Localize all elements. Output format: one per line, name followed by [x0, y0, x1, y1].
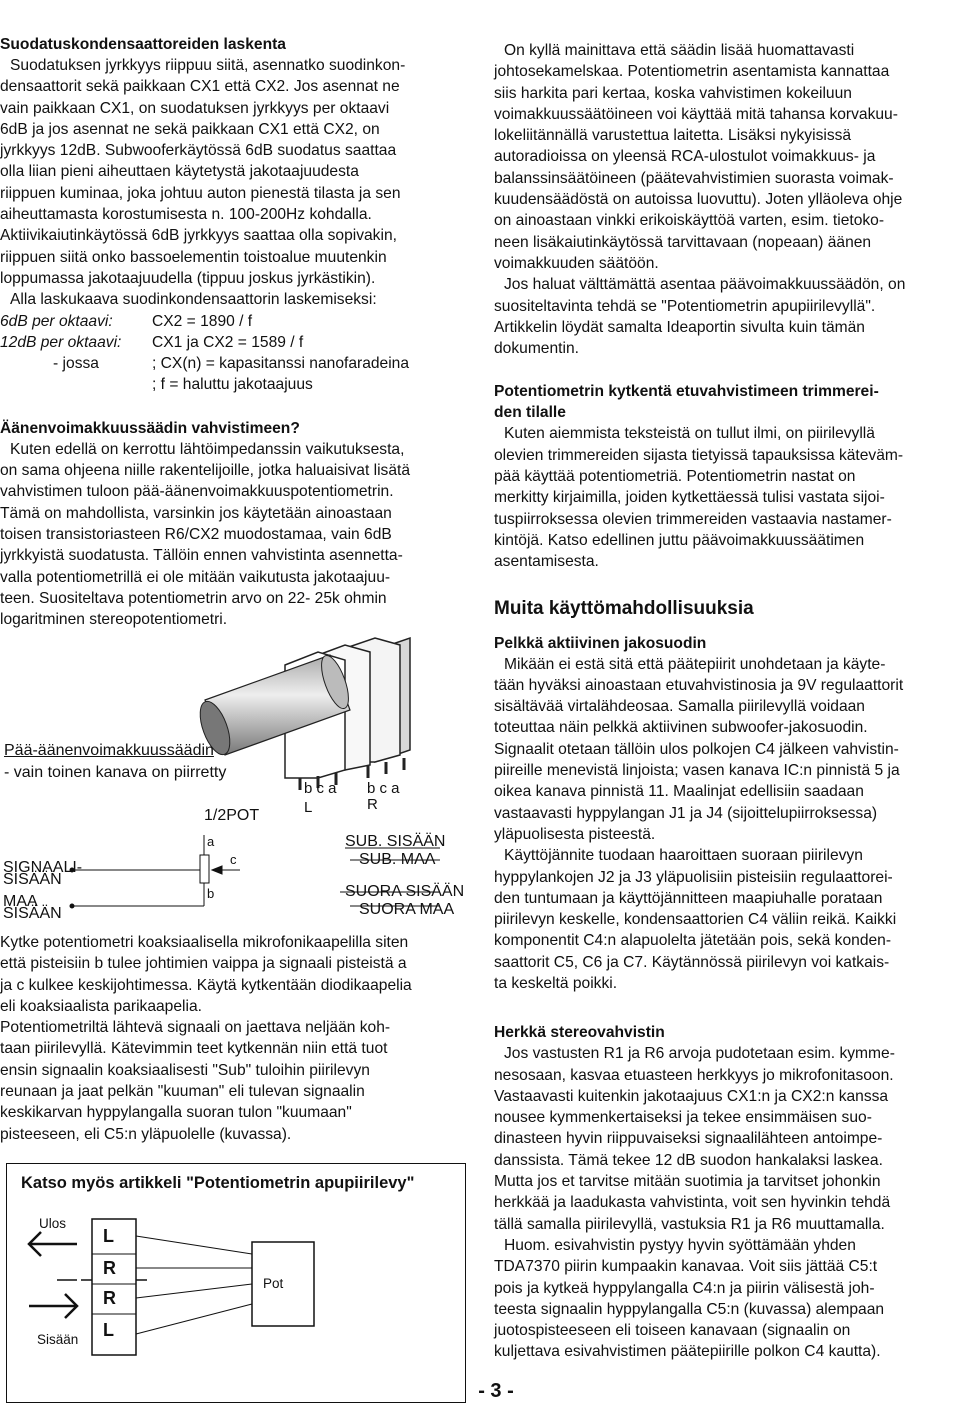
ground-in-line2: SISÄÄN — [3, 905, 62, 922]
channel-label: L — [103, 1226, 114, 1246]
right-pot-pins-label: b c a — [367, 780, 400, 797]
text-line: saattorit C5, C6 ja C7. Käytännössä piirilevyn voi katkais- — [494, 953, 890, 971]
signal-in-label — [3, 859, 83, 888]
paragraph-wiring-mess — [494, 40, 956, 274]
see-also-title: Katso myös artikkeli "Potentiometrin apupiirilevy" — [21, 1174, 415, 1192]
text-line: Artikkelin löydät samalta Ideaportin sivulta kuin tämän — [494, 318, 865, 336]
text-line: TDA7370 piirin kumpaakin kanavaa. Voit siis jättää C5:t — [494, 1258, 878, 1276]
text-line: voimakkuuden säätöön. — [494, 254, 659, 272]
text-line: keskikarvan hyppylangalla suoran tulon "kuumaan" — [0, 1104, 352, 1122]
heading-line: Potentiometrin kytkentä etuvahvistimeen trimmerei- — [494, 383, 879, 401]
text-line: pää käyttää potentiometriä. Potentiometrin nastat on — [494, 468, 856, 486]
text-line: pisteeseen, eli C5:n yläpuolelle (kuvassa). — [0, 1125, 292, 1143]
text-line: lokeliitännällä varustettua laitetta. Lisäksi nykyisissä — [494, 127, 852, 145]
text-line: ja c kulkee keskijohtimessa. Käytä kytkentään diodikaapelia — [0, 976, 412, 994]
paragraph-sensitive-stereo — [494, 1043, 956, 1235]
paragraph-wiring — [0, 932, 466, 1145]
text-line: oikea kanava pinnistä 11. Maalinjat edellisiin saadaan — [494, 783, 864, 801]
text-line: riippuen kuminaa, joka johtuu auton pienestä tilasta ja sen — [0, 184, 401, 202]
pot-half-label: 1/2POT — [204, 807, 260, 824]
text-line: 6dB ja jos asennat ne sekä paikkaan CX1 että CX2, on — [0, 120, 380, 138]
text-line: eli koaksiaalista parikaapelia. — [0, 997, 202, 1015]
text-line: Mikään ei estä sitä että päätepiirit unohdetaan ja käyte- — [504, 655, 886, 673]
text-line: johtosekamelskaa. Potentiometrin asentamista kannattaa — [494, 63, 890, 81]
paragraph-aux-board — [494, 274, 956, 359]
channel-label: R — [103, 1288, 116, 1308]
signal-in-line1: SIGNAALI- — [3, 859, 83, 876]
text-line: jyrkkyys 12dB. Subwooferkäytössä 6dB suodatus saattaa — [0, 142, 397, 160]
left-pot-pins-label: b c a — [304, 780, 337, 797]
in-label: Sisään — [37, 1332, 79, 1347]
heading-other-uses: Muita käyttömahdollisuuksia — [494, 597, 754, 619]
heading-line: den tilalle — [494, 404, 566, 422]
direct-in-label: SUORA SISÄÄN — [345, 883, 465, 900]
text-line: sisältävää virtalähdeosaa. Samalla piirilevyllä voidaan — [494, 698, 865, 716]
text-line: asentamisesta. — [494, 553, 599, 571]
right-channel-label: R — [367, 796, 378, 813]
potentiometer-illustration — [194, 638, 410, 790]
paragraph-note-tda — [494, 1235, 956, 1363]
paragraph-formula-intro: Alla laskukaava suodinkondensaattorin laskemiseksi: — [10, 291, 377, 309]
heading-sensitive-stereo: Herkkä stereovahvistin — [494, 1024, 665, 1042]
text-line: ensin signaalin koaksiaalisesti "Sub" tuloihin piirilevyn — [0, 1061, 370, 1079]
text-line: Vastaavasti kuitenkin jakotaajuus CX1:n ja CX2:n kanssa — [494, 1087, 889, 1105]
text-line: reunaan ja jaat pelkän "kuuman" eli tulevan signaalin — [0, 1083, 365, 1101]
paragraph-active-crossover — [494, 654, 956, 846]
text-line: taan piirilevyllä. Kätevimmin teet kytkennän niin että tuot — [0, 1040, 388, 1058]
heading-active-crossover: Pelkkä aktiivinen jakosuodin — [494, 634, 707, 652]
text-line: komponentit C4:n alapuolelta jätetään pois, sekä konden- — [494, 932, 892, 950]
right-column — [494, 40, 956, 1363]
text-line: pois ja kytkeä hyppylangalla C4:n ja piirin välisestä joh- — [494, 1279, 875, 1297]
text-line: Potentiometriltä lähtevä signaali on jaettava neljään koh- — [0, 1019, 391, 1037]
text-line: Kytke potentiometri koaksiaalisella mikrofonikaapelilla siten — [0, 934, 409, 951]
formula-value: CX1 ja CX2 = 1589 / f — [152, 333, 304, 351]
text-line: Mutta jos et tarvitse mitään suotimia ja tarvitset johonkin — [494, 1173, 881, 1191]
text-line: Jos haluat välttämättä asentaa päävoimakkuussäädön, on — [504, 276, 906, 294]
channel-label: R — [103, 1258, 116, 1278]
text-line: suositeltavinta tehdä se "Potentiometrin apupiirilevyllä". — [494, 297, 876, 315]
channel-label: L — [103, 1320, 114, 1340]
text-line: loppumassa jakotaajuudella (tippuu joskus jyrkästikin). — [0, 269, 376, 287]
text-line: jyrkkyistä suodatusta. Tällöin ennen vahvistinta asennetta- — [0, 547, 403, 565]
text-line: Tämä on mahdollista, varsinkin jos käytetään ainoastaan — [0, 504, 392, 522]
text-line: dinasteen hyvin riippuvaiseksi signaalilähteen antoimpe- — [494, 1130, 883, 1148]
text-line: voimakkuussäätöineen voi käyttää mitä tahansa korvakuu- — [494, 105, 898, 123]
sub-ground-label: SUB. MAA — [359, 851, 436, 868]
page-number: - 3 - — [478, 1380, 514, 1402]
text-line: valla potentiometrillä ei ole mitään vaikutusta jakotaajuu- — [0, 568, 391, 586]
formula-label: 6dB per oktaavi: — [0, 312, 113, 330]
text-line: olla liian pieni aiheuttaen käytetystä jakotaajuudesta — [0, 163, 359, 181]
text-line: merkitty kirjaimilla, joiden kytkettäessä tulisi vastata sijoi- — [494, 489, 885, 507]
formula-label: 12dB per oktaavi: — [0, 333, 122, 351]
pot-board-sketch — [7, 1164, 465, 1402]
text-line: vastaavasti hyppylangan J1 ja J4 (sijoittelupiirroksessa) — [494, 804, 878, 822]
text-line: teen. Suositeltava potentiometrin arvo on 22- 25k ohmin — [0, 589, 387, 607]
text-line: tällä samalla piirilevyllä, vastuksia R1 ja R6 muuttamalla. — [494, 1215, 885, 1233]
text-line: että pisteisiin b tulee johtimien vaippa ja signaali pisteistä a — [0, 955, 407, 973]
text-line: aiheuttamasta korostumisesta n. 100-200Hz kohdalla. — [0, 206, 372, 224]
text-line: nesosaan, kasvaa etuasteen herkkyys jo mikrofonitasoon. — [494, 1066, 894, 1084]
pin-b-label: b — [207, 886, 215, 901]
heading-pot-connection — [494, 381, 956, 423]
left-channel-label: L — [304, 799, 313, 816]
text-line: vain paikkaan CX1, on suodatuksen jyrkkyys per oktaavi — [0, 99, 390, 117]
ground-in-line1: MAA — [3, 893, 38, 910]
formula-note: - jossa — [53, 355, 99, 373]
see-also-box — [6, 1163, 466, 1403]
text-line: Signaalit otetaan tällöin ulos polkojen C4 jälkeen vahvistin- — [494, 740, 899, 758]
text-line: hyppylankojen J2 ja J3 yläpuolisiin pisteisiin regulaattorei- — [494, 868, 893, 886]
text-line: tuspiirroksessa olevien trimmereiden vastaavia nastamer- — [494, 510, 892, 528]
direct-ground-label: SUORA MAA — [359, 901, 455, 918]
text-line: kuudensäädöstä on autoissa luovuttu). Joten ylläoleva ohje — [494, 191, 903, 209]
heading-capacitor-calc: Suodatuskondensaattoreiden laskenta — [0, 36, 286, 53]
text-line: nousee kymmenkertaiseksi ja tekee ensimmäisen suo- — [494, 1109, 872, 1127]
text-line: logaritminen stereopotentiometri. — [0, 611, 228, 629]
text-line: herkkää ja laadukasta vahvistinta, voit sen hyvinkin tehdä — [494, 1194, 891, 1212]
text-line: kintöjä. Katso edellinen juttu päävoimakkuussäätimen — [494, 531, 865, 549]
text-line: piireille menevistä linjoista; vasen kanava IC:n pinnistä 5 ja — [494, 762, 900, 780]
heading-volume-control: Äänenvoimakkuussäädin vahvistimeen? — [0, 419, 300, 437]
diagram-caption-title: Pää-äänenvoimakkuussäädin — [4, 742, 214, 759]
pin-a-label: a — [207, 834, 215, 849]
text-line: siis harkita pari kertaa, koska vahvistimen kokeiluun — [494, 84, 852, 102]
pot-label: Pot — [263, 1276, 284, 1291]
text-line: neen lisäkaiutinkäytössä tarvittavaan (nopeaan) äänen — [494, 233, 872, 251]
text-line: densaattorit sekä paikkaan CX1 että CX2. Jos asennat ne — [0, 78, 400, 96]
text-line: juotospisteeseen eli toiseen kanavaan (signaalin on — [494, 1322, 851, 1340]
paragraph-filter-slope — [0, 55, 466, 289]
text-line: Kuten edellä on kerrottu lähtöimpedanssin vaikutuksesta, — [10, 440, 405, 458]
left-column — [0, 34, 466, 630]
formula-value: ; f = haluttu jakotaajuus — [152, 376, 313, 394]
text-line: autoradioissa on yleensä RCA-ulostulot voimakkuus- ja — [494, 148, 876, 166]
text-line: On kyllä mainittava että säädin lisää huomattavasti — [504, 42, 855, 59]
text-line: dokumentin. — [494, 340, 579, 358]
text-line: Huom. esivahvistin pystyy hyvin syöttämään yhden — [504, 1236, 856, 1254]
formula-value: CX2 = 1890 / f — [152, 312, 253, 330]
text-line: ta keskeltä poikki. — [494, 974, 618, 992]
signal-in-line2: SISÄÄN — [3, 871, 62, 888]
text-line: on ainoastaan vinkki erikoiskäyttöä varten, esim. tietoko- — [494, 212, 885, 230]
text-line: den tuntumaan ja käyttöjännitteen maapiuhalle porataan — [494, 889, 883, 907]
text-line: vahvistimen tuloon pää-äänenvoimakkuuspotentiometrin. — [0, 483, 394, 501]
text-line: piirilevyn keskelle, kondensaattorien C4 väliin reikä. Kaikki — [494, 911, 897, 929]
text-line: Suodatuksen jyrkkyys riippuu siitä, asennatko suodinkon- — [10, 57, 406, 74]
text-line: teesta signaalin hyppylangalla C5:n (kuvassa) alempaan — [494, 1300, 885, 1318]
diagram-caption — [4, 742, 214, 760]
text-line: toisen transistoriasteen R6/CX2 muodostamaa, vain 6dB — [0, 525, 392, 543]
text-line: yläpuolisesta pisteestä. — [494, 825, 656, 843]
text-line: riippuen siitä onko bassoelementin toistoalue muutenkin — [0, 248, 387, 266]
paragraph-volume-pot — [0, 439, 466, 631]
text-line: kuljettava esivahvistimen päätepiirille polkon C4 kautta). — [494, 1343, 881, 1361]
text-line: Aktiivikaiutinkäytössä 6dB jyrkkyys saattaa olla sopivakin, — [0, 227, 397, 245]
text-line: danssista. Tämä tekee 12 dB suodon hankalaksi laskea. — [494, 1151, 883, 1169]
text-line: toteuttaa näin pelkkä aktiivinen subwoofer-jakosuodin. — [494, 719, 868, 737]
sub-in-label: SUB. SISÄÄN — [345, 833, 446, 850]
text-line: on sama ohjeena niille rakentelijoille, jotka haluaisivat lisätä — [0, 462, 411, 480]
pin-c-label: c — [230, 852, 237, 867]
text-line: Jos vastusten R1 ja R6 arvoja pudotetaan esim. kymme- — [504, 1045, 895, 1063]
paragraph-trimmers — [494, 423, 956, 572]
text-line: Käyttöjännite tuodaan haaroittaen suoraan piirilevyn — [504, 847, 863, 865]
formula-block — [0, 311, 466, 396]
text-line: Kuten aiemmista teksteistä on tullut ilmi, on piirilevyllä — [504, 425, 875, 443]
paragraph-supply — [494, 845, 956, 994]
ground-in-label — [3, 893, 62, 922]
text-line: olevien trimmereiden sijasta tietyissä tapauksissa käteväm- — [494, 446, 904, 464]
text-line: balanssinsäätöineen (päätevahvistimien suorasta voimak- — [494, 169, 894, 187]
diagram-caption-sub: - vain toinen kanava on piirretty — [4, 764, 227, 781]
out-label: Ulos — [39, 1216, 67, 1231]
text-line: tään hyväksi ainoastaan etuvahvistinosia ja 9V regulaattorit — [494, 676, 904, 694]
formula-value: ; CX(n) = kapasitanssi nanofaradeina — [152, 355, 410, 373]
